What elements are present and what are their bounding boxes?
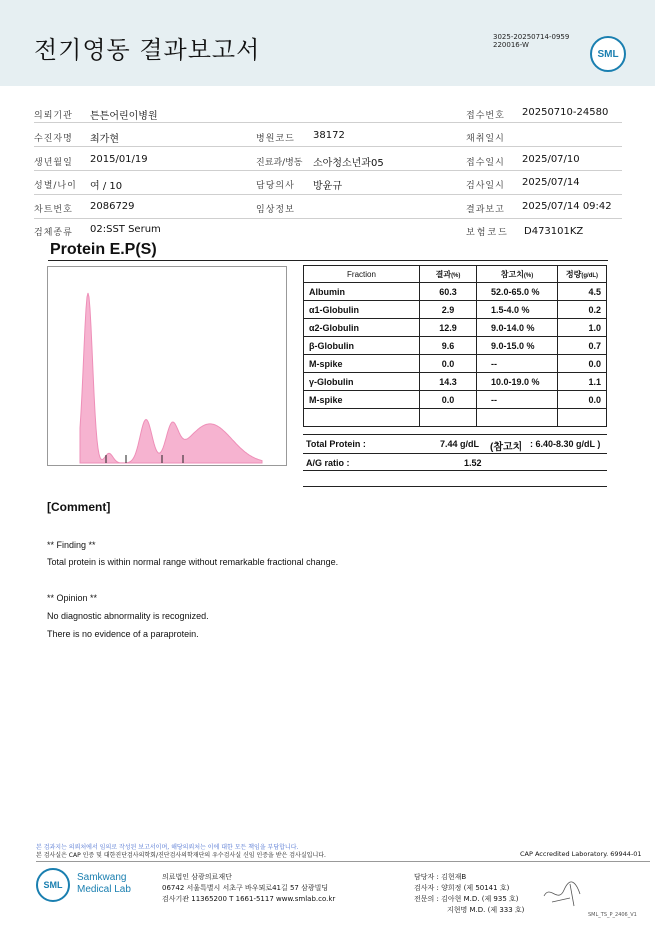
signature-scribble <box>540 876 590 912</box>
company-name-1: Samkwang <box>77 872 127 883</box>
col-result-label: 결과 <box>435 269 452 279</box>
quantity-cell: 0.2 <box>558 301 607 319</box>
table-row <box>304 337 607 355</box>
footer-rule <box>36 861 650 862</box>
doctor-label: 담당의사 <box>256 181 295 191</box>
reference-cell: 10.0-19.0 % <box>477 373 558 391</box>
footer-notice-2: 본 검사실은 CAP 인증 및 대한진단검사의학회/진단검사의학재단의 우수검사실 신임 인증을 받은 검사실입니다. <box>36 852 326 859</box>
col-fraction: Fraction <box>304 266 420 283</box>
fraction-cell: Albumin <box>304 283 420 301</box>
dept-value: 소아청소년과05 <box>313 158 384 169</box>
specimen-label: 검체종류 <box>34 228 73 238</box>
fraction-cell: M-spike <box>304 355 420 373</box>
receipt-no-label: 접수번호 <box>466 111 505 121</box>
densitogram-chart <box>47 266 287 466</box>
staff-4: 지현명 M.D. (제 333 호) <box>447 906 525 914</box>
test-date-label: 검사일시 <box>466 181 505 191</box>
total-top-rule <box>303 434 607 435</box>
hospital-code-label: 병원코드 <box>256 134 295 144</box>
col-reference <box>477 266 558 283</box>
section-rule <box>48 260 608 261</box>
total-protein-value: 7.44 g/dL <box>440 439 480 449</box>
total-protein-ref-prefix: (참고치 <box>490 442 523 453</box>
fraction-cell: γ-Globulin <box>304 373 420 391</box>
institution-value: 튼튼어린이병원 <box>90 111 158 122</box>
company-name-2: Medical Lab <box>77 884 131 895</box>
table-row <box>304 283 607 301</box>
patient-value: 최가현 <box>90 134 119 145</box>
fraction-cell: α2-Globulin <box>304 319 420 337</box>
org-phone: 검사기관 11365200 T 1661-5117 www.smlab.co.kr <box>162 895 336 903</box>
finding-title: ** Finding ** <box>47 540 96 550</box>
result-cell: 9.6 <box>420 337 477 355</box>
test-date-value: 2025/07/14 <box>522 177 580 188</box>
table-row-empty <box>304 409 607 427</box>
birth-label: 생년월일 <box>34 158 73 168</box>
table-row <box>304 355 607 373</box>
doctor-value: 방윤규 <box>313 181 342 192</box>
fraction-cell: α1-Globulin <box>304 301 420 319</box>
report-date-value: 2025/07/14 09:42 <box>522 201 612 212</box>
form-code: SML_TS_P_2406_V1 <box>588 912 637 918</box>
quantity-cell: 0.0 <box>558 355 607 373</box>
reference-cell: 9.0-14.0 % <box>477 319 558 337</box>
chart-no-label: 차트번호 <box>34 205 73 215</box>
ag-ratio-value: 1.52 <box>464 458 482 468</box>
quantity-cell: 0.7 <box>558 337 607 355</box>
receipt-date-value: 2025/07/10 <box>522 154 580 165</box>
quantity-cell: 4.5 <box>558 283 607 301</box>
finding-text: Total protein is within normal range without remarkable fractional change. <box>47 557 339 567</box>
result-cell: 60.3 <box>420 283 477 301</box>
footer-notice-1: 본 검과지는 의뢰처에서 임의로 작성된 보고서이며, 해당의뢰처는 이에 대한 모든 책임을 부담합니다. <box>36 844 299 851</box>
cap-accreditation: CAP Accredited Laboratory. 69944-01 <box>520 850 642 858</box>
collect-date-label: 채취일시 <box>466 134 505 144</box>
chart-no-value: 2086729 <box>90 201 135 212</box>
reference-cell: 52.0-65.0 % <box>477 283 558 301</box>
comment-heading: [Comment] <box>47 500 111 514</box>
reference-cell: 9.0-15.0 % <box>477 337 558 355</box>
reference-cell: -- <box>477 355 558 373</box>
table-row <box>304 319 607 337</box>
opinion-line-1: No diagnostic abnormality is recognized. <box>47 611 209 621</box>
col-result <box>420 266 477 283</box>
divider <box>34 194 622 195</box>
result-cell: 12.9 <box>420 319 477 337</box>
opinion-line-2: There is no evidence of a paraprotein. <box>47 629 199 639</box>
hospital-code-value: 38172 <box>313 130 345 141</box>
fraction-table <box>303 265 607 427</box>
result-cell: 0.0 <box>420 355 477 373</box>
section-title: Protein E.P(S) <box>50 241 157 258</box>
result-cell: 2.9 <box>420 301 477 319</box>
total-protein-ref: : 6.40-8.30 g/dL ) <box>530 439 601 449</box>
sex-age-label: 성별/나이 <box>34 181 77 191</box>
opinion-title: ** Opinion ** <box>47 593 98 603</box>
fraction-cell: β-Globulin <box>304 337 420 355</box>
staff-1: 담당자 : 김현재B <box>414 873 467 881</box>
table-row <box>304 391 607 409</box>
clinical-label: 임상정보 <box>256 205 295 215</box>
col-quantity-label: 정량 <box>565 269 582 279</box>
sex-age-value: 여 / 10 <box>90 181 123 192</box>
quantity-cell: 1.0 <box>558 319 607 337</box>
insurance-code-label: 보험코드 <box>466 228 509 238</box>
divider <box>34 146 622 147</box>
dept-label: 진료과/병동 <box>256 158 303 168</box>
densitogram-area <box>80 293 262 463</box>
report-code-2: 220016-W <box>493 41 529 49</box>
col-result-unit: (%) <box>451 272 461 279</box>
ag-rule <box>303 470 607 471</box>
col-reference-unit: (%) <box>523 272 534 279</box>
bottom-rule <box>303 486 607 487</box>
reference-cell: -- <box>477 391 558 409</box>
reference-cell: 1.5-4.0 % <box>477 301 558 319</box>
receipt-no-value: 20250710-24580 <box>522 107 609 118</box>
col-quantity-unit: (g/dL) <box>581 272 599 279</box>
table-header-row <box>304 266 607 283</box>
report-date-label: 결과보고 <box>466 205 505 215</box>
table-row <box>304 373 607 391</box>
result-cell: 0.0 <box>420 391 477 409</box>
result-cell: 14.3 <box>420 373 477 391</box>
col-quantity <box>558 266 607 283</box>
divider <box>34 218 622 219</box>
total-protein-label: Total Protein : <box>306 439 366 449</box>
staff-3: 전문의 : 김아현 M.D. (제 935 호) <box>414 895 519 903</box>
sml-logo: SML <box>590 36 626 72</box>
divider <box>34 122 622 123</box>
quantity-cell: 0.0 <box>558 391 607 409</box>
org-name: 의료법인 삼광의료재단 <box>162 873 232 881</box>
institution-label: 의뢰기관 <box>34 111 73 121</box>
report-code-1: 3025-20250714-0959 <box>493 33 570 41</box>
table-row <box>304 301 607 319</box>
densitogram-svg <box>48 267 286 465</box>
page-title: 전기영동 결과보고서 <box>34 36 261 64</box>
ag-ratio-label: A/G ratio : <box>306 458 350 468</box>
patient-label: 수진자명 <box>34 134 73 144</box>
staff-2: 검사자 : 양희정 (제 50141 호) <box>414 884 510 892</box>
specimen-value: 02:SST Serum <box>90 224 161 235</box>
fraction-cell: M-spike <box>304 391 420 409</box>
receipt-date-label: 접수일시 <box>466 158 505 168</box>
total-mid-rule <box>303 453 607 454</box>
footer-sml-logo: SML <box>36 868 70 902</box>
org-address: 06742 서울특별시 서초구 바우뫼로41길 57 삼광빌딩 <box>162 884 329 892</box>
birth-value: 2015/01/19 <box>90 154 148 165</box>
col-reference-label: 참고치 <box>500 269 524 279</box>
quantity-cell: 1.1 <box>558 373 607 391</box>
insurance-code-value: D473101KZ <box>524 226 584 237</box>
divider <box>34 170 622 171</box>
